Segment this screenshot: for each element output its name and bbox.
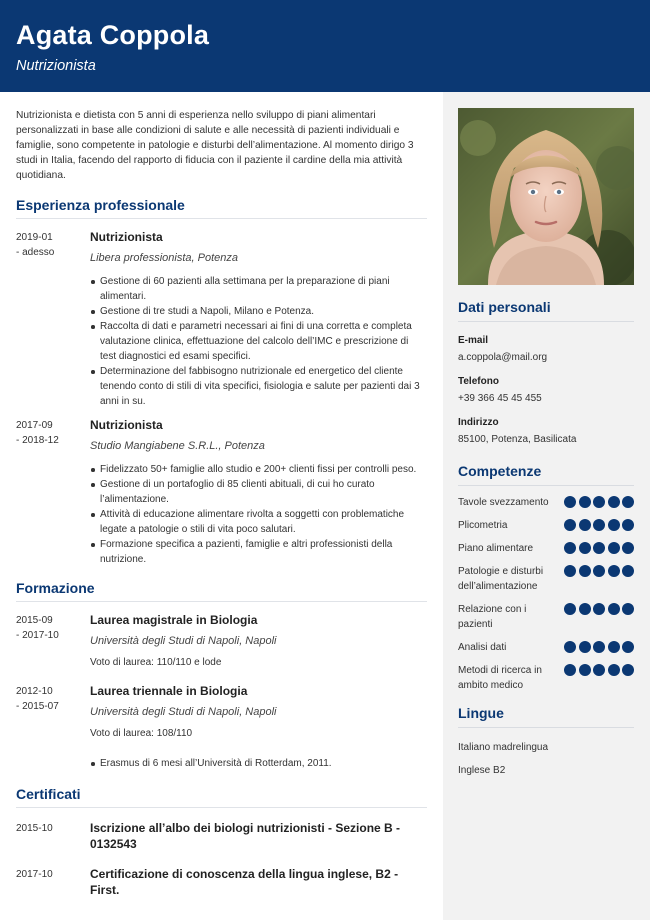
skill-rating [564, 663, 634, 676]
certificate-name: Certificazione di conoscenza della lingua inglese, B2 - First. [90, 867, 399, 897]
rating-dot [593, 542, 605, 554]
rating-dot [608, 603, 620, 615]
rating-dot [564, 519, 576, 531]
rating-dot [579, 664, 591, 676]
skill-row [458, 541, 634, 556]
rating-dot [593, 603, 605, 615]
email-label: E-mail [458, 335, 489, 346]
entry-date: 2015-09 - 2017-10 [16, 615, 59, 641]
rating-dot [608, 641, 620, 653]
rating-dot [564, 603, 576, 615]
phone-value: +39 366 45 45 455 [458, 393, 542, 404]
skill-row [458, 640, 634, 655]
entry-organization: Libera professionista, Potenza [90, 252, 238, 264]
address-label: Indirizzo [458, 417, 499, 428]
rating-dot [564, 496, 576, 508]
entry-school: Università degli Studi di Napoli, Napoli [90, 635, 277, 647]
bullet-item: Determinazione del fabbisogno nutrizionale ed energetico del cliente tenendo conto di stili di vita specifici, fisiologia e salute per pazienti dai 3 anni in su. [90, 364, 427, 409]
main-column [16, 108, 427, 898]
entry-degree: Laurea triennale in Biologia [90, 684, 248, 698]
skill-rating [564, 640, 634, 653]
rating-dot [622, 496, 634, 508]
rating-dot [622, 641, 634, 653]
rating-dot [622, 542, 634, 554]
bullet-item: Raccolta di dati e parametri necessari ai fini di una corretta e completa valutazione clinica, effettuazione del calcolo dell’IMC e prescrizione di test diagnostici ed esami specifici. [90, 319, 427, 364]
bullet-item: Fidelizzato 50+ famiglie allo studio e 200+ clienti fissi per controlli peso. [90, 462, 427, 477]
rating-dot [608, 565, 620, 577]
certificate-entry [16, 820, 427, 852]
rating-dot [608, 496, 620, 508]
entry-date: 2015-10 [16, 823, 53, 834]
entry-school: Università degli Studi di Napoli, Napoli [90, 706, 277, 718]
entry-role: Nutrizionista [90, 230, 163, 244]
language-item: Italiano madrelingua [458, 742, 549, 753]
language-item: Inglese B2 [458, 765, 506, 776]
entry-date: 2017-09 - 2018-12 [16, 420, 59, 446]
education-entry [16, 683, 427, 741]
certificate-name: Iscrizione all’albo dei biologi nutrizionisti - Sezione B - 0132543 [90, 821, 401, 851]
skill-name: Analisi dati [458, 642, 507, 653]
entry-grade: Voto di laurea: 108/110 [90, 728, 193, 739]
rating-dot [564, 664, 576, 676]
rating-dot [608, 664, 620, 676]
rating-dot [579, 496, 591, 508]
rating-dot [564, 542, 576, 554]
skill-rating [564, 564, 634, 577]
bullet-item: Erasmus di 6 mesi all’Università di Rotterdam, 2011. [90, 756, 427, 771]
skill-row [458, 663, 634, 693]
education-section-title: Formazione [16, 580, 427, 602]
rating-dot [593, 664, 605, 676]
skills-title: Competenze [458, 463, 634, 486]
rating-dot [593, 496, 605, 508]
rating-dot [622, 664, 634, 676]
experience-bullets [90, 462, 427, 567]
entry-organization: Studio Mangiabene S.R.L., Potenza [90, 440, 265, 452]
sidebar [458, 299, 634, 786]
profile-summary: Nutrizionista e dietista con 5 anni di esperienza nello sviluppo di piani alimentari personalizzati in base alle condizioni di salute e alle necessità di pazienti individuali e famiglie, sono competente in patologie e disturbi dell’alimentazione. Al momento dirigo 3 studi in Italia, facendo del rapporto di fiducia con il paziente il cardine della mia attività quotidiana. [16, 110, 414, 181]
skill-row [458, 518, 634, 533]
skill-name: Piano alimentare [458, 543, 534, 554]
job-title: Nutrizionista [16, 58, 96, 74]
skill-rating [564, 541, 634, 554]
skills-list [458, 495, 634, 693]
experience-section-title: Esperienza professionale [16, 197, 427, 219]
entry-role: Nutrizionista [90, 418, 163, 432]
certificates-section-title: Certificati [16, 786, 427, 808]
languages-title: Lingue [458, 705, 634, 728]
skill-name: Patologie e disturbi dell’alimentazione [458, 566, 544, 592]
rating-dot [593, 565, 605, 577]
experience-bullets [90, 274, 427, 409]
skill-name: Relazione con i pazienti [458, 604, 527, 630]
rating-dot [593, 519, 605, 531]
rating-dot [622, 519, 634, 531]
rating-dot [579, 542, 591, 554]
bullet-item: Gestione di un portafoglio di 85 clienti abituali, di cui ho curato l’alimentazione. [90, 477, 427, 507]
rating-dot [564, 565, 576, 577]
skill-row [458, 495, 634, 510]
rating-dot [579, 641, 591, 653]
entry-date: 2019-01 - adesso [16, 232, 55, 258]
rating-dot [593, 641, 605, 653]
email-value: a.coppola@mail.org [458, 352, 548, 363]
skill-row [458, 564, 634, 594]
candidate-name: Agata Coppola [16, 20, 210, 50]
skill-rating [564, 518, 634, 531]
rating-dot [608, 542, 620, 554]
header [0, 0, 650, 92]
skill-rating [564, 602, 634, 615]
rating-dot [579, 519, 591, 531]
entry-date: 2012-10 - 2015-07 [16, 686, 59, 712]
rating-dot [579, 603, 591, 615]
rating-dot [622, 603, 634, 615]
skill-name: Plicometria [458, 520, 508, 531]
rating-dot [579, 565, 591, 577]
rating-dot [564, 641, 576, 653]
skill-name: Metodi di ricerca in ambito medico [458, 665, 542, 691]
address-value: 85100, Potenza, Basilicata [458, 434, 577, 445]
education-bullets [90, 756, 427, 771]
bullet-item: Attività di educazione alimentare rivolta a soggetti con problematiche legate a patologie o stili di vita poco salutari. [90, 507, 427, 537]
profile-photo [458, 108, 634, 285]
personal-data-title: Dati personali [458, 299, 634, 322]
entry-date: 2017-10 [16, 869, 53, 880]
experience-entry [16, 417, 427, 453]
phone-label: Telefono [458, 376, 499, 387]
rating-dot [622, 565, 634, 577]
entry-degree: Laurea magistrale in Biologia [90, 613, 258, 627]
skill-row [458, 602, 634, 632]
bullet-item: Gestione di tre studi a Napoli, Milano e Potenza. [90, 304, 427, 319]
education-entry [16, 612, 427, 670]
bullet-item: Formazione specifica a pazienti, famiglie e altri professionisti della nutrizione. [90, 537, 427, 567]
skill-rating [564, 495, 634, 508]
rating-dot [608, 519, 620, 531]
bullet-item: Gestione di 60 pazienti alla settimana per la preparazione di piani alimentari. [90, 274, 427, 304]
skill-name: Tavole svezzamento [458, 497, 549, 508]
certificate-entry [16, 866, 427, 898]
entry-grade: Voto di laurea: 110/110 e lode [90, 657, 222, 668]
experience-entry [16, 229, 427, 265]
